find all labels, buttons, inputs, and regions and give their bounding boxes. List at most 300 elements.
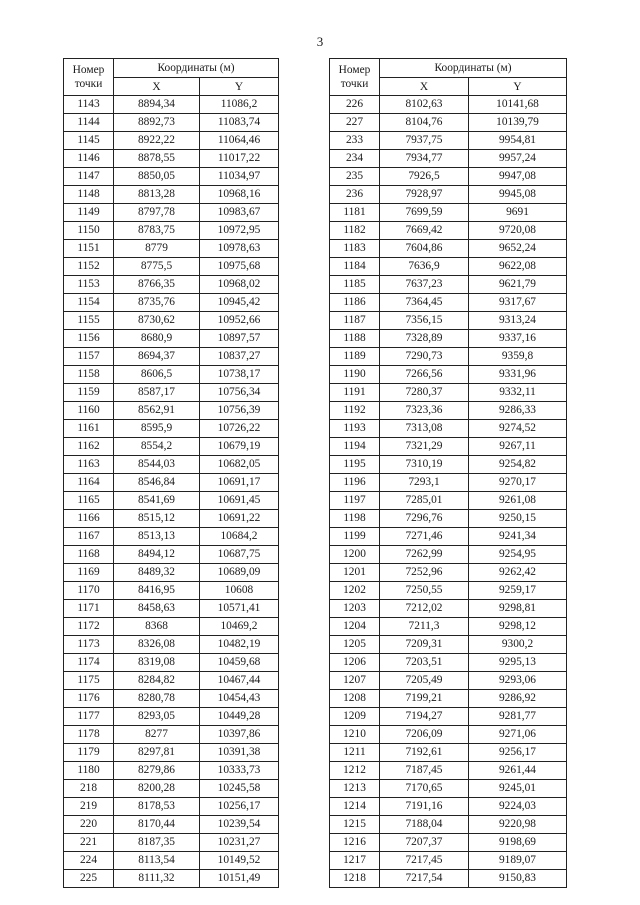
y-coordinate-cell: 9957,24: [469, 150, 567, 168]
point-number-cell: 233: [330, 132, 380, 150]
y-coordinate-cell: 10151,49: [200, 870, 279, 888]
y-coordinate-cell: 9293,06: [469, 672, 567, 690]
point-number-cell: 1168: [64, 546, 114, 564]
table-row: [64, 528, 279, 546]
point-number-cell: 1171: [64, 600, 114, 618]
y-coordinate-cell: 9245,01: [469, 780, 567, 798]
table-row: [330, 780, 567, 798]
table-row: [64, 564, 279, 582]
table-row: [64, 816, 279, 834]
point-number-cell: 1162: [64, 438, 114, 456]
y-coordinate-cell: 9313,24: [469, 312, 567, 330]
table-row: [64, 762, 279, 780]
table-row: [330, 366, 567, 384]
point-number-cell: 1156: [64, 330, 114, 348]
point-number-cell: 1183: [330, 240, 380, 258]
point-number-cell: 1143: [64, 96, 114, 114]
x-coordinate-cell: 7211,3: [380, 618, 469, 636]
table-row: [64, 384, 279, 402]
x-coordinate-cell: 8735,76: [114, 294, 200, 312]
y-coordinate-cell: 9274,52: [469, 420, 567, 438]
point-number-cell: 1176: [64, 690, 114, 708]
table-row: [330, 744, 567, 762]
y-coordinate-cell: 10469,2: [200, 618, 279, 636]
table-row: [330, 294, 567, 312]
table-row: [330, 798, 567, 816]
x-coordinate-cell: 8187,35: [114, 834, 200, 852]
point-number-cell: 1194: [330, 438, 380, 456]
x-coordinate-cell: 7206,09: [380, 726, 469, 744]
point-number-cell: 1207: [330, 672, 380, 690]
x-coordinate-cell: 7290,73: [380, 348, 469, 366]
x-coordinate-cell: 7637,23: [380, 276, 469, 294]
x-coordinate-cell: 8922,22: [114, 132, 200, 150]
x-coordinate-cell: 7266,56: [380, 366, 469, 384]
table-row: [330, 852, 567, 870]
table-row: [330, 582, 567, 600]
table-row: [330, 654, 567, 672]
y-coordinate-cell: 9220,98: [469, 816, 567, 834]
table-row: [330, 258, 567, 276]
x-coordinate-cell: 7934,77: [380, 150, 469, 168]
y-coordinate-cell: 9259,17: [469, 582, 567, 600]
table-row: [330, 816, 567, 834]
table-row: [64, 330, 279, 348]
point-number-cell: 220: [64, 816, 114, 834]
x-coordinate-cell: 7209,31: [380, 636, 469, 654]
point-number-cell: 1146: [64, 150, 114, 168]
point-number-cell: 1159: [64, 384, 114, 402]
point-number-cell: 1151: [64, 240, 114, 258]
y-coordinate-cell: 9250,15: [469, 510, 567, 528]
y-coordinate-cell: 9359,8: [469, 348, 567, 366]
x-coordinate-cell: 8200,28: [114, 780, 200, 798]
y-coordinate-cell: 9286,33: [469, 402, 567, 420]
table-row: [64, 654, 279, 672]
table-body-left: [64, 96, 279, 888]
point-number-cell: 1217: [330, 852, 380, 870]
x-coordinate-cell: 8280,78: [114, 690, 200, 708]
table-row: [64, 636, 279, 654]
point-number-cell: 1181: [330, 204, 380, 222]
x-coordinate-cell: 8892,73: [114, 114, 200, 132]
x-coordinate-cell: 8878,55: [114, 150, 200, 168]
x-coordinate-cell: 8779: [114, 240, 200, 258]
point-number-cell: 1189: [330, 348, 380, 366]
x-coordinate-cell: 7250,55: [380, 582, 469, 600]
point-number-cell: 1215: [330, 816, 380, 834]
x-coordinate-cell: 7937,75: [380, 132, 469, 150]
x-coordinate-cell: 8783,75: [114, 222, 200, 240]
y-coordinate-cell: 11017,22: [200, 150, 279, 168]
point-number-cell: 235: [330, 168, 380, 186]
table-row: [64, 474, 279, 492]
point-number-cell: 1172: [64, 618, 114, 636]
x-coordinate-cell: 8494,12: [114, 546, 200, 564]
table-row: [330, 600, 567, 618]
point-number-header: [330, 59, 380, 96]
x-coordinate-cell: 8850,05: [114, 168, 200, 186]
y-coordinate-cell: 9652,24: [469, 240, 567, 258]
point-number-cell: 1218: [330, 870, 380, 888]
y-coordinate-cell: 10449,28: [200, 708, 279, 726]
y-coordinate-cell: 9286,92: [469, 690, 567, 708]
x-coordinate-cell: 7212,02: [380, 600, 469, 618]
y-coordinate-cell: 10682,05: [200, 456, 279, 474]
y-coordinate-cell: 10897,57: [200, 330, 279, 348]
table-row: [64, 312, 279, 330]
point-number-cell: 1193: [330, 420, 380, 438]
y-coordinate-cell: 10726,22: [200, 420, 279, 438]
table-row: [64, 348, 279, 366]
y-coordinate-cell: 11034,97: [200, 168, 279, 186]
point-number-cell: 1167: [64, 528, 114, 546]
y-coordinate-cell: 10608: [200, 582, 279, 600]
point-number-cell: 1175: [64, 672, 114, 690]
y-coordinate-cell: 9947,08: [469, 168, 567, 186]
point-number-cell: 1179: [64, 744, 114, 762]
point-number-cell: 1166: [64, 510, 114, 528]
point-number-cell: 1164: [64, 474, 114, 492]
y-coordinate-cell: 9281,77: [469, 708, 567, 726]
table-row: [64, 420, 279, 438]
point-number-cell: 1182: [330, 222, 380, 240]
table-row: [64, 510, 279, 528]
point-number-cell: 1158: [64, 366, 114, 384]
table-row: [330, 528, 567, 546]
table-row: [64, 672, 279, 690]
y-coordinate-cell: 10482,19: [200, 636, 279, 654]
point-number-cell: 1192: [330, 402, 380, 420]
y-coordinate-cell: 10738,17: [200, 366, 279, 384]
x-coordinate-cell: 7194,27: [380, 708, 469, 726]
y-coordinate-cell: 10256,17: [200, 798, 279, 816]
point-number-cell: 1152: [64, 258, 114, 276]
x-coordinate-cell: 8416,95: [114, 582, 200, 600]
x-coordinate-cell: 7192,61: [380, 744, 469, 762]
y-coordinate-cell: 9332,11: [469, 384, 567, 402]
table-row: [330, 690, 567, 708]
y-coordinate-cell: 9254,95: [469, 546, 567, 564]
x-header: X: [380, 78, 469, 96]
y-coordinate-cell: 9720,08: [469, 222, 567, 240]
y-coordinate-cell: 9621,79: [469, 276, 567, 294]
y-coordinate-cell: 9241,34: [469, 528, 567, 546]
y-coordinate-cell: 10972,95: [200, 222, 279, 240]
table-row: [64, 366, 279, 384]
point-number-cell: 1154: [64, 294, 114, 312]
point-number-cell: 1169: [64, 564, 114, 582]
x-coordinate-cell: 8513,13: [114, 528, 200, 546]
y-coordinate-cell: 10691,22: [200, 510, 279, 528]
x-coordinate-cell: 8277: [114, 726, 200, 744]
table-row: [330, 762, 567, 780]
x-coordinate-cell: 7669,42: [380, 222, 469, 240]
point-number-cell: 1163: [64, 456, 114, 474]
x-coordinate-cell: 8489,32: [114, 564, 200, 582]
table-row: [330, 384, 567, 402]
x-coordinate-cell: 8111,32: [114, 870, 200, 888]
table-row: [330, 96, 567, 114]
point-number-cell: 1216: [330, 834, 380, 852]
point-number-cell: 1185: [330, 276, 380, 294]
x-coordinate-cell: 7293,1: [380, 474, 469, 492]
coordinates-header: Координаты (м): [380, 59, 567, 78]
x-coordinate-cell: 7207,37: [380, 834, 469, 852]
x-coordinate-cell: 7604,86: [380, 240, 469, 258]
x-coordinate-cell: 7356,15: [380, 312, 469, 330]
point-number-cell: 226: [330, 96, 380, 114]
table-row: [330, 222, 567, 240]
y-coordinate-cell: 9224,03: [469, 798, 567, 816]
x-coordinate-cell: 8694,37: [114, 348, 200, 366]
y-coordinate-cell: 10454,43: [200, 690, 279, 708]
y-coordinate-cell: 10968,16: [200, 186, 279, 204]
point-number-cell: 1211: [330, 744, 380, 762]
y-coordinate-cell: 9295,13: [469, 654, 567, 672]
y-coordinate-cell: 10945,42: [200, 294, 279, 312]
page-number: 3: [316, 34, 324, 49]
table-row: [64, 186, 279, 204]
point-number-cell: 1210: [330, 726, 380, 744]
point-number-cell: 225: [64, 870, 114, 888]
point-number-header-line1: Номер: [72, 64, 105, 76]
y-coordinate-cell: 9298,12: [469, 618, 567, 636]
y-coordinate-cell: 10687,75: [200, 546, 279, 564]
x-coordinate-cell: 8113,54: [114, 852, 200, 870]
table-row: [330, 168, 567, 186]
x-coordinate-cell: 8319,08: [114, 654, 200, 672]
point-number-cell: 1155: [64, 312, 114, 330]
x-coordinate-cell: 8326,08: [114, 636, 200, 654]
y-coordinate-cell: 9254,82: [469, 456, 567, 474]
y-coordinate-cell: 10571,41: [200, 600, 279, 618]
table-row: [64, 258, 279, 276]
point-number-cell: 1202: [330, 582, 380, 600]
point-number-cell: 1144: [64, 114, 114, 132]
y-coordinate-cell: 9622,08: [469, 258, 567, 276]
table-row: [64, 546, 279, 564]
coordinates-header: Координаты (м): [114, 59, 279, 78]
x-coordinate-cell: 8606,5: [114, 366, 200, 384]
x-coordinate-cell: 8595,9: [114, 420, 200, 438]
y-coordinate-cell: 9331,96: [469, 366, 567, 384]
table-row: [64, 222, 279, 240]
point-number-cell: 1153: [64, 276, 114, 294]
x-coordinate-cell: 7285,01: [380, 492, 469, 510]
x-coordinate-cell: 8797,78: [114, 204, 200, 222]
point-number-cell: 1199: [330, 528, 380, 546]
y-coordinate-cell: 10333,73: [200, 762, 279, 780]
table-row: [64, 456, 279, 474]
x-coordinate-cell: 8587,17: [114, 384, 200, 402]
x-coordinate-cell: 8178,53: [114, 798, 200, 816]
x-coordinate-cell: 8894,34: [114, 96, 200, 114]
point-number-cell: 1149: [64, 204, 114, 222]
point-number-cell: 1173: [64, 636, 114, 654]
x-coordinate-cell: 8170,44: [114, 816, 200, 834]
point-number-header: [64, 59, 114, 96]
table-row: [330, 474, 567, 492]
table-row: [330, 150, 567, 168]
y-coordinate-cell: 9298,81: [469, 600, 567, 618]
table-row: [64, 168, 279, 186]
table-row: [64, 132, 279, 150]
point-number-cell: 1201: [330, 564, 380, 582]
table-row: [64, 294, 279, 312]
point-number-cell: 1161: [64, 420, 114, 438]
y-coordinate-cell: 9954,81: [469, 132, 567, 150]
point-number-cell: 1174: [64, 654, 114, 672]
x-coordinate-cell: 8813,28: [114, 186, 200, 204]
x-coordinate-cell: 8458,63: [114, 600, 200, 618]
table-row: [330, 618, 567, 636]
point-number-cell: 1180: [64, 762, 114, 780]
point-number-cell: 1160: [64, 402, 114, 420]
point-number-cell: 1196: [330, 474, 380, 492]
x-coordinate-cell: 8279,86: [114, 762, 200, 780]
table-row: [64, 240, 279, 258]
table-row: [330, 456, 567, 474]
y-coordinate-cell: 11086,2: [200, 96, 279, 114]
point-number-cell: 1177: [64, 708, 114, 726]
x-coordinate-cell: 7188,04: [380, 816, 469, 834]
point-number-cell: 1190: [330, 366, 380, 384]
point-number-cell: 1157: [64, 348, 114, 366]
x-coordinate-cell: 8284,82: [114, 672, 200, 690]
table-row: [330, 132, 567, 150]
x-coordinate-cell: 7217,45: [380, 852, 469, 870]
table-row: [330, 564, 567, 582]
table-row: [330, 870, 567, 888]
table-row: [330, 636, 567, 654]
point-number-cell: 1198: [330, 510, 380, 528]
table-row: [64, 150, 279, 168]
table-row: [64, 204, 279, 222]
table-row: [64, 276, 279, 294]
table-row: [330, 492, 567, 510]
point-number-cell: 1170: [64, 582, 114, 600]
y-coordinate-cell: 10756,39: [200, 402, 279, 420]
coordinates-table-left: [63, 58, 279, 888]
table-row: [330, 438, 567, 456]
table-row: [330, 420, 567, 438]
x-coordinate-cell: 8766,35: [114, 276, 200, 294]
y-coordinate-cell: 10679,19: [200, 438, 279, 456]
y-coordinate-cell: 10983,67: [200, 204, 279, 222]
point-number-cell: 1213: [330, 780, 380, 798]
table-row: [330, 834, 567, 852]
coordinates-table-right: [329, 58, 567, 888]
x-coordinate-cell: 7205,49: [380, 672, 469, 690]
x-coordinate-cell: 7364,45: [380, 294, 469, 312]
y-coordinate-cell: 10952,66: [200, 312, 279, 330]
point-number-cell: 1147: [64, 168, 114, 186]
table-row: [330, 312, 567, 330]
y-coordinate-cell: 10975,68: [200, 258, 279, 276]
table-row: [64, 438, 279, 456]
y-coordinate-cell: 11083,74: [200, 114, 279, 132]
y-coordinate-cell: 9262,42: [469, 564, 567, 582]
x-coordinate-cell: 7170,65: [380, 780, 469, 798]
y-coordinate-cell: 10684,2: [200, 528, 279, 546]
point-number-cell: 1200: [330, 546, 380, 564]
table-row: [64, 618, 279, 636]
table-row: [64, 708, 279, 726]
table-row: [330, 726, 567, 744]
x-coordinate-cell: 8775,5: [114, 258, 200, 276]
y-coordinate-cell: 9267,11: [469, 438, 567, 456]
y-coordinate-cell: 10467,44: [200, 672, 279, 690]
x-coordinate-cell: 7203,51: [380, 654, 469, 672]
point-number-cell: 1165: [64, 492, 114, 510]
x-coordinate-cell: 8297,81: [114, 744, 200, 762]
table-row: [330, 186, 567, 204]
y-coordinate-cell: 10231,27: [200, 834, 279, 852]
table-row: [64, 96, 279, 114]
x-coordinate-cell: 8562,91: [114, 402, 200, 420]
x-coordinate-cell: 7191,16: [380, 798, 469, 816]
point-number-cell: 1150: [64, 222, 114, 240]
y-coordinate-cell: 9270,17: [469, 474, 567, 492]
point-number-cell: 1188: [330, 330, 380, 348]
table-row: [64, 870, 279, 888]
y-coordinate-cell: 9691: [469, 204, 567, 222]
y-coordinate-cell: 9300,2: [469, 636, 567, 654]
x-coordinate-cell: 7187,45: [380, 762, 469, 780]
x-coordinate-cell: 7323,36: [380, 402, 469, 420]
x-coordinate-cell: 8515,12: [114, 510, 200, 528]
x-coordinate-cell: 8104,76: [380, 114, 469, 132]
point-number-cell: 1205: [330, 636, 380, 654]
point-number-cell: 219: [64, 798, 114, 816]
y-coordinate-cell: 9261,08: [469, 492, 567, 510]
x-coordinate-cell: 7199,21: [380, 690, 469, 708]
table-row: [330, 204, 567, 222]
y-coordinate-cell: 9271,06: [469, 726, 567, 744]
point-number-cell: 1187: [330, 312, 380, 330]
y-coordinate-cell: 10239,54: [200, 816, 279, 834]
table-row: [64, 726, 279, 744]
point-number-cell: 1203: [330, 600, 380, 618]
x-coordinate-cell: 8368: [114, 618, 200, 636]
table-body-right: [330, 96, 567, 888]
table-row: [330, 276, 567, 294]
table-row: [64, 402, 279, 420]
y-coordinate-cell: 10141,68: [469, 96, 567, 114]
point-number-cell: 1212: [330, 762, 380, 780]
table-row: [64, 492, 279, 510]
x-coordinate-cell: 7271,46: [380, 528, 469, 546]
y-coordinate-cell: 10756,34: [200, 384, 279, 402]
y-coordinate-cell: 9198,69: [469, 834, 567, 852]
x-coordinate-cell: 7699,59: [380, 204, 469, 222]
point-number-cell: 224: [64, 852, 114, 870]
y-header: Y: [469, 78, 567, 96]
x-coordinate-cell: 8730,62: [114, 312, 200, 330]
x-coordinate-cell: 7280,37: [380, 384, 469, 402]
point-number-cell: 1184: [330, 258, 380, 276]
point-number-cell: 221: [64, 834, 114, 852]
x-coordinate-cell: 7313,08: [380, 420, 469, 438]
table-row: [64, 798, 279, 816]
x-coordinate-cell: 8554,2: [114, 438, 200, 456]
y-coordinate-cell: 9256,17: [469, 744, 567, 762]
table-row: [64, 690, 279, 708]
point-number-cell: 1204: [330, 618, 380, 636]
table-row: [330, 402, 567, 420]
point-number-cell: 1186: [330, 294, 380, 312]
